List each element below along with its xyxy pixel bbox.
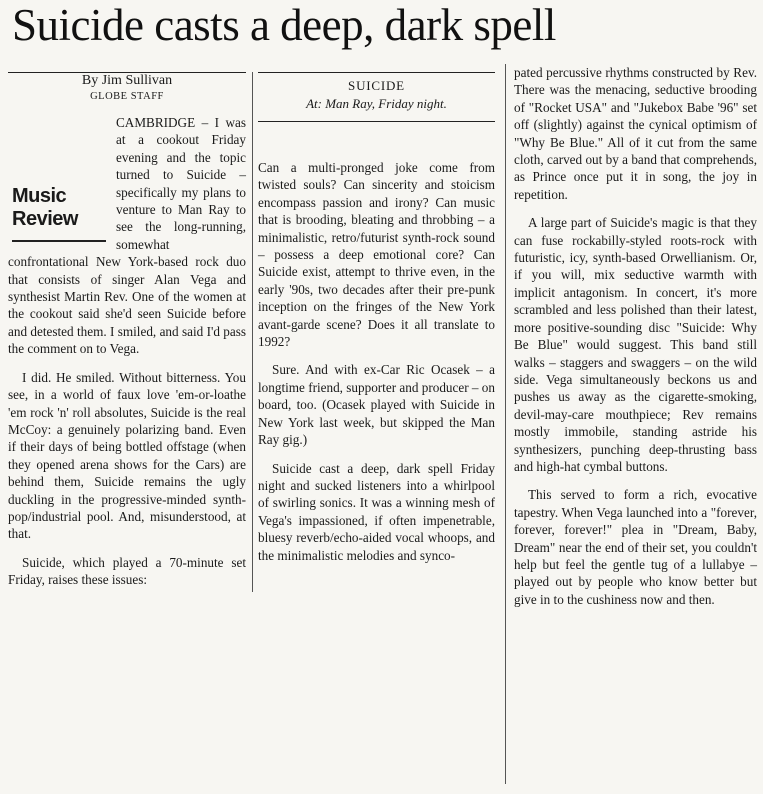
column-divider [505, 64, 506, 784]
paragraph: A large part of Suicide's magic is that they can fuse rockabilly-styled roots-rock with futuristic, icy, synth-based Orwellianism. Or, if you will, mix seductive warmth with implicit antagonism. In concert, it's more scrambled and less polished than their latest, more positive-sounding disc "Suicide: Why Be Blue" would suggest. This band still walks – staggers and swaggers – on the wild side. Vega simultaneously beckons us and pushes us away as the cigarette-smoking, devil-may-care mouthpiece; Rev remains mostly immobile, standing astride his synthesizers, punching deep-thrusting bass and high-hat cymbal buttons. [514, 215, 757, 474]
section-kicker [12, 185, 112, 231]
paragraph: Can a multi-pronged joke come from twisted souls? Can sincerity and stoicism encompass passion and irony? Can music that is brooding, bleating and throbbing – a minimalistic, retro/futurist synth-rock sound – possess a deep emotional core? Can Suicide exist, attempt to thrive even, in the early '90s, two decades after their pre-punk inception on the fringes of the New York avant-garde scene? Does it all translate to 1992? [258, 160, 495, 350]
headline: Suicide casts a deep, dark spell [12, 0, 556, 50]
infobox-venue: At: Man Ray, Friday night. [306, 96, 447, 111]
column-divider [252, 72, 253, 592]
infobox-band: SUICIDE [348, 78, 405, 93]
paragraph: I did. He smiled. Without bitterness. You see, in a world of faux love 'em-or-loathe 'em rock 'n' roll absolutes, Suicide is the real McCoy: a genuinely polarizing band. Even if their days of being bottled offstage (when they opened arena shows for the Cars) are behind them, Suicide remains the ugly duckling in the progressive-minded synth-pop/industrial pool. And, misunderstood, at that. [8, 369, 246, 542]
byline-staff: GLOBE STAFF [90, 91, 164, 102]
paragraph: Sure. And with ex-Car Ric Ocasek – a longtime friend, supporter and producer – on board, too. (Ocasek played with Suicide in New York last week, but skipped the Man Ray gig.) [258, 362, 495, 448]
kicker-line: Music [12, 185, 67, 207]
paragraph: pated percussive rhythms constructed by Rev. There was the menacing, seductive brooding of "Rocket USA" and "Jukebox Babe '96" set off (slightly) against the cynical optimism of "Why Be Blue." All of it cut from the same cloth, carved out by a band that comprehends, as Prince once put it in song, the joy in repetition. [514, 65, 757, 202]
kicker-rule [12, 240, 106, 242]
paragraph: CAMBRIDGE – I was at a cookout Friday evening and the topic turned to Suicide – specifically my plans to venture to Man Ray to see the long-running, somewhat confrontational New York-based rock duo that consists of singer Alan Vega and synthesist Martin Rev. One of the women at the cookout said she'd seen Suicide before and detested them. I smiled, and said I'd pass the comment on to Vega. [8, 115, 246, 357]
article-column-3 [514, 64, 757, 619]
article-column-2 [258, 159, 495, 575]
paragraph: This served to form a rich, evocative tapestry. When Vega launched into a "forever, forever, forever!" plea in "Dream, Baby, Dream" near the end of their set, you couldn't help but feel the gentle tug of a lullabye – played out by people who know better but give in to the cushiness now and then. [514, 487, 757, 607]
concert-infobox [258, 72, 495, 113]
byline-name: By Jim Sullivan [81, 73, 173, 88]
paragraph: Suicide, which played a 70-minute set Friday, raises these issues: [8, 554, 246, 588]
byline [8, 72, 246, 104]
kicker-line: Review [12, 208, 78, 230]
infobox-rule [258, 121, 495, 122]
paragraph: Suicide cast a deep, dark spell Friday night and sucked listeners into a whirlpool of swirling sonics. It was a winning mesh of Vega's impassioned, if often impenetrable, bluesy reverb/echo-aided vocal whoops, and the minimalistic melodies and synco- [258, 460, 495, 563]
